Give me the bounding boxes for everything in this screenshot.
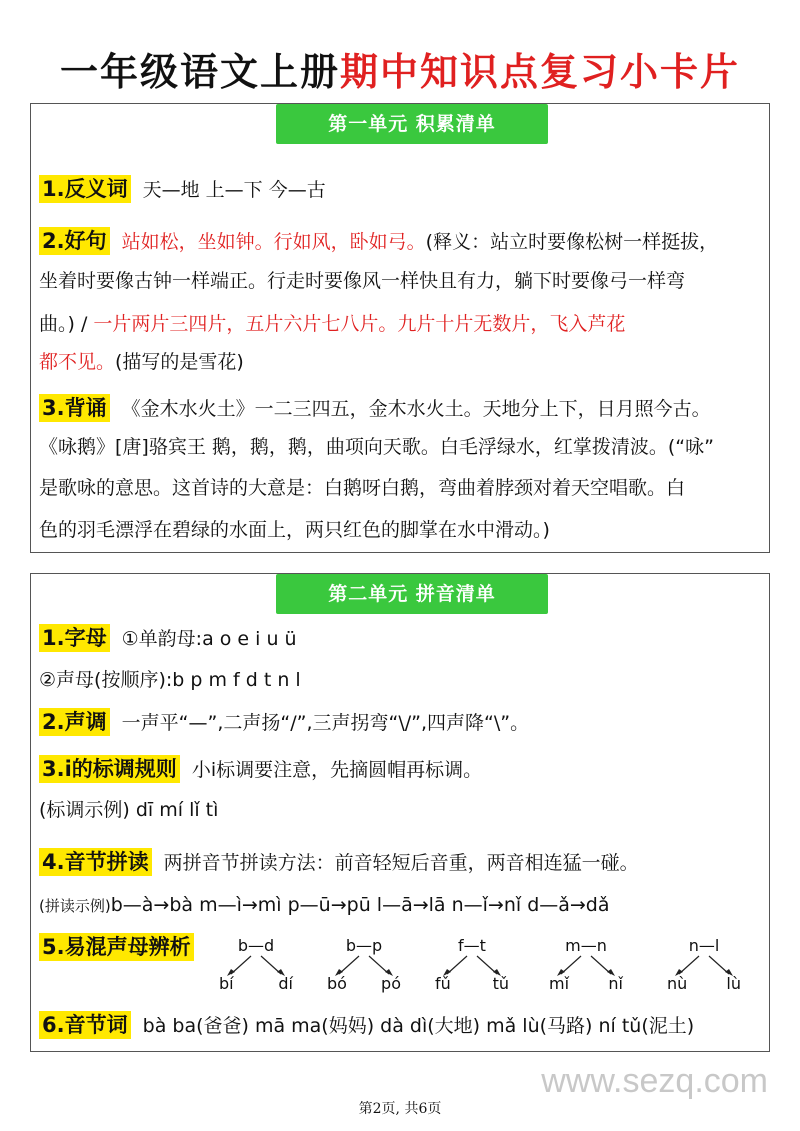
sentence-row-1 [39, 228, 759, 255]
pair-right: pó [381, 974, 401, 993]
syllable-example-row [39, 892, 759, 919]
pair-left: bó [327, 974, 347, 993]
pair-right: tǔ [492, 974, 509, 993]
sentence-line4-black: (描写的是雪花) [115, 351, 244, 373]
pair-item [211, 936, 301, 996]
pair-left: bí [219, 974, 234, 993]
pair-arrows-icon [541, 954, 631, 976]
confusable-pairs [211, 936, 761, 996]
sentence-line3-red: 一片两片三四片，五片六片七八片。九片十片无数片，飞入芦花 [93, 313, 626, 335]
i-rule-text: 小i标调要注意，先摘圆帽再标调。 [191, 759, 483, 781]
recite-label: 3.背诵 [39, 394, 110, 422]
i-rule-label: 3.i的标调规则 [39, 755, 180, 783]
pair-top: b—p [345, 936, 383, 955]
syllable-example-label: (拼读示例) [39, 897, 111, 915]
pair-left: mǐ [549, 974, 570, 993]
antonym-text: 天—地 上—下 今—古 [142, 179, 326, 201]
syllable-row [39, 849, 759, 876]
watermark: www.sezq.com [541, 1062, 768, 1100]
i-rule-example: (标调示例) dī mí lǐ tì [39, 799, 219, 821]
pair-right: dí [278, 974, 293, 993]
sentence-black-1: (释义：站立时要像松树一样挺拔， [425, 231, 719, 253]
confusable-label: 5.易混声母辨析 [39, 933, 194, 961]
sentence-row-4 [39, 349, 759, 375]
recite-line1: 《金木水火土》一二三四五，金木水火土。天地分上下，日月照今古。 [121, 398, 711, 420]
title-red: 期中知识点复习小卡片 [340, 50, 741, 94]
pair-top: m—n [565, 936, 607, 955]
pair-arrows-icon [427, 954, 517, 976]
pair-right: nǐ [608, 974, 623, 993]
syllable-example: b—à→bà m—ì→mì p—ū→pū l—ā→lā n—ǐ→nǐ d—ǎ→dǎ [110, 894, 610, 916]
letters-row-1 [39, 625, 759, 652]
recite-row-1 [39, 395, 759, 422]
letters-text1: ①单韵母:a o e i u ü [121, 628, 297, 650]
pair-item [541, 936, 631, 996]
sentence-row-2: 坐着时要像古钟一样端正。行走时要像风一样快且有力，躺下时要像弓一样弯 [39, 270, 686, 292]
antonym-row [39, 176, 759, 203]
sentence-row-3 [39, 311, 759, 337]
recite-row-2: 《咏鹅》[唐]骆宾王 鹅，鹅，鹅，曲项向天歌。白毛浮绿水，红掌拨清波。(“咏” [39, 436, 714, 458]
unit2-banner: 第二单元 拼音清单 [276, 574, 548, 614]
pair-item [319, 936, 409, 996]
sentence-red-1: 站如松，坐如钟。行如风，卧如弓。 [121, 231, 426, 253]
pair-item [659, 936, 749, 996]
pair-top: f—t [458, 936, 486, 955]
pair-top: b—d [237, 936, 275, 955]
tones-text: 一声平“—”,二声扬“/”,三声拐弯“\/”,四声降“\”。 [121, 712, 530, 734]
page-footer: 第2页, 共6页 [358, 1101, 442, 1117]
letters-row-2: ②声母(按顺序):b p m f d t n l [39, 669, 301, 691]
recite-row-4: 色的羽毛漂浮在碧绿的水面上，两只红色的脚掌在水中滑动。) [39, 519, 550, 541]
antonym-label: 1.反义词 [39, 175, 131, 203]
sentence-label: 2.好句 [39, 227, 110, 255]
pair-arrows-icon [211, 954, 301, 976]
recite-row-3: 是歌咏的意思。这首诗的大意是：白鹅呀白鹅，弯曲着脖颈对着天空唱歌。白 [39, 477, 686, 499]
unit1-banner: 第一单元 积累清单 [276, 104, 548, 144]
title-black: 一年级语文上册 [59, 50, 340, 94]
words-row [39, 1012, 759, 1039]
words-label: 6.音节词 [39, 1011, 131, 1039]
pair-arrows-icon [659, 954, 749, 976]
tones-row [39, 709, 759, 736]
page-title [0, 44, 800, 100]
unit2-card [30, 573, 770, 1052]
pair-left: nù [667, 974, 688, 993]
pair-right: lù [726, 974, 741, 993]
sentence-line4-red: 都不见。 [39, 351, 116, 373]
pair-left: fǔ [435, 974, 451, 993]
pair-top: n—l [688, 936, 720, 955]
sentence-line3a: 曲。) / [39, 313, 94, 335]
tones-label: 2.声调 [39, 708, 110, 736]
letters-label: 1.字母 [39, 624, 110, 652]
words-text: bà ba(爸爸) mā ma(妈妈) dà dì(大地) mǎ lù(马路) ní tǔ(泥土) [142, 1015, 695, 1037]
pair-item [427, 936, 517, 996]
syllable-text: 两拼音节拼读方法：前音轻短后音重，两音相连猛一碰。 [163, 852, 639, 874]
i-rule-row [39, 756, 759, 783]
unit1-card [30, 103, 770, 553]
pair-arrows-icon [319, 954, 409, 976]
syllable-label: 4.音节拼读 [39, 848, 152, 876]
